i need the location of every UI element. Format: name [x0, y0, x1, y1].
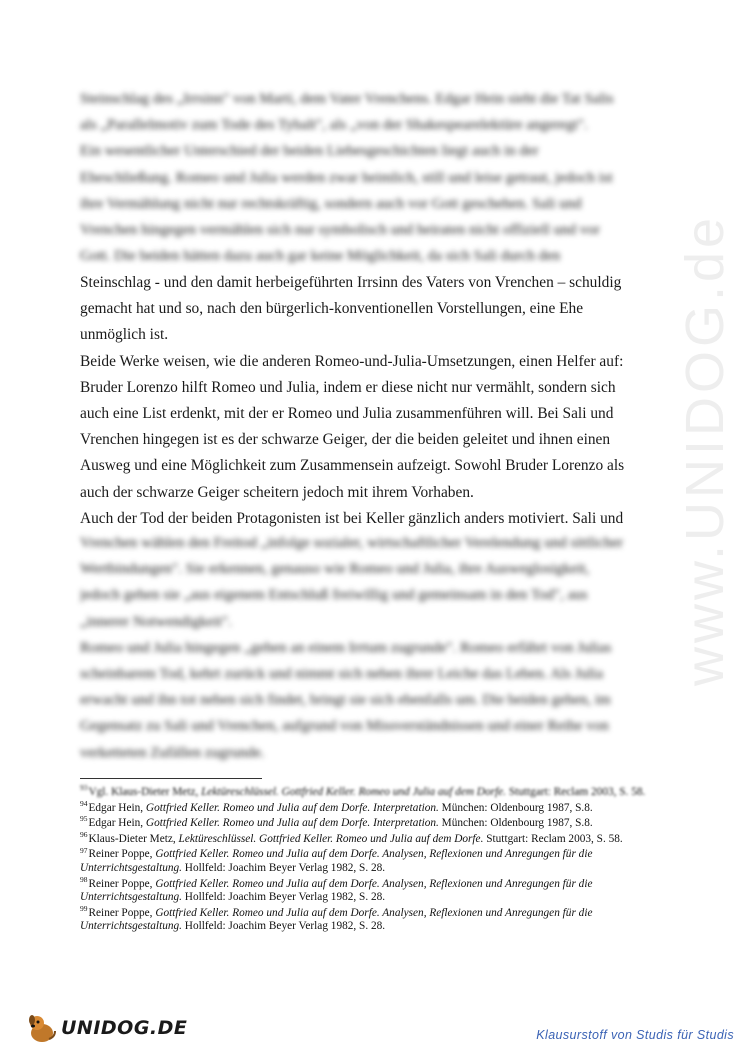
footnote-94 [80, 798, 650, 816]
text-line: Bruder Lorenzo hilft Romeo und Julia, indem er diese nicht nur vermählt, sondern sich [80, 378, 616, 396]
blurred-text-line: Ein wesentlicher Unterschied der beiden Liebesgeschichten liegt auch in der [80, 143, 539, 160]
footnote-93 [80, 783, 650, 800]
footnote-number: 95 [80, 814, 88, 824]
footnote-publication: Stuttgart: Reclam 2003, S. 58. [483, 832, 623, 845]
blurred-text-line: Wertbindungen". Sie erkennen, genauso wie Romeo und Julia, ihre Ausweglosigkeit, [80, 561, 590, 578]
footnote-number: 97 [80, 845, 88, 855]
footnote-author: Reiner Poppe, [88, 877, 156, 890]
blurred-paragraph-top [80, 86, 640, 269]
footnote-number: 94 [80, 798, 88, 808]
footnote-publication: München: Oldenbourg 1987, S.8. [438, 817, 593, 830]
footnote-separator [80, 778, 262, 779]
footnote-publication: Hollfeld: Joachim Beyer Verlag 1982, S. 28. [181, 920, 386, 933]
text-line: unmöglich ist. [80, 326, 169, 344]
footnote-number: 96 [80, 830, 88, 840]
footnote-title: Lektüreschlüssel. Gottfried Keller. Romeo und Julia auf dem Dorfe. [201, 786, 506, 798]
text-line: auch eine List erdenkt, mit der er Romeo und Julia zusammenführen will. Bei Sali und [80, 405, 614, 423]
footnotes [80, 783, 650, 936]
text-line: Ausweg und eine Möglichkeit zum Zusammensein aufzeigt. Sowohl Bruder Lorenzo als [80, 457, 625, 475]
footnote-publication: München: Oldenbourg 1987, S.8. [438, 801, 593, 814]
footnote-number: 99 [80, 903, 88, 913]
footnote-title: Gottfried Keller. Romeo und Julia auf dem Dorfe. Interpretation. [145, 817, 439, 830]
footnote-97 [80, 845, 650, 875]
blurred-text-line: als „Parallelmotiv zum Tode des Tybalt", als „von der Shakespearelektüre angeregt". [80, 117, 588, 134]
unidog-logo[interactable] [25, 1010, 187, 1046]
text-line: Beide Werke weisen, wie die anderen Romeo-und-Julia-Umsetzungen, einen Helfer auf: [80, 352, 624, 370]
footnote-98 [80, 874, 650, 905]
blurred-text-line: verketteten Zufällen zugrunde. [80, 744, 265, 761]
blurred-text-line: erwacht und ihn tot neben sich findet, bringt sie sich ebenfalls um. Die beiden gehen, im [80, 692, 611, 709]
footnote-author: Edgar Hein, [88, 801, 146, 814]
footnote-publication: Hollfeld: Joachim Beyer Verlag 1982, S. 28. [181, 891, 386, 904]
footnote-95 [80, 814, 650, 831]
footnote-96 [80, 830, 650, 847]
dog-mascot-icon [25, 1011, 59, 1045]
blurred-text-line: Eheschließung. Romeo und Julia werden zwar heimlich, still und leise getraut, jedoch ist [80, 169, 613, 186]
footnote-title: Gottfried Keller. Romeo und Julia auf dem Dorfe. Analysen, Reflexionen und Anregungen für die Unterrichtsgestaltung. [80, 848, 593, 874]
text-line: Vrenchen hingegen ist es der schwarze Geiger, der die beiden geleitet und ihnen einen [80, 431, 611, 449]
footnote-publication: Hollfeld: Joachim Beyer Verlag 1982, S. 28. [181, 861, 386, 874]
blurred-text-line: „innerer Notwendigkeit". [80, 613, 232, 630]
blurred-text-line: ihre Vermählung nicht nur rechtskräftig, sondern auch vor Gott geschehen. Sali und [80, 195, 582, 212]
footnote-title: Gottfried Keller. Romeo und Julia auf dem Dorfe. Analysen, Reflexionen und Anregungen für die Unterrichtsgestaltung. [80, 906, 593, 933]
footnote-author: Vgl. Klaus-Dieter Metz, [88, 786, 202, 798]
footnote-99 [80, 903, 650, 934]
blurred-text-line: Gott. Die beiden hätten dazu auch gar keine Möglichkeit, da sich Sali durch den [80, 248, 561, 265]
text-line: Auch der Tod der beiden Protagonisten ist bei Keller gänzlich anders motiviert. Sali und [80, 509, 624, 527]
footnote-title: Lektüreschlüssel. Gottfried Keller. Romeo und Julia auf dem Dorfe. [178, 832, 484, 845]
footnote-publication: Stuttgart: Reclam 2003, S. 58. [506, 786, 646, 798]
blurred-text-line: Gegensatz zu Sali und Vrenchen, aufgrund von Missverständnissen und einer Reihe von [80, 718, 609, 735]
blurred-paragraph-bottom [80, 530, 640, 766]
footnote-author: Klaus-Dieter Metz, [88, 832, 179, 845]
footnote-title: Gottfried Keller. Romeo und Julia auf dem Dorfe. Analysen, Reflexionen und Anregungen für die Unterrichtsgestaltung. [80, 877, 593, 904]
footnote-author: Reiner Poppe, [88, 848, 156, 861]
footer-slogan: Klausurstoff von Studis für Studis [536, 1028, 734, 1042]
footnote-title: Gottfried Keller. Romeo und Julia auf dem Dorfe. Interpretation. [145, 801, 439, 814]
footnote-author: Edgar Hein, [88, 817, 146, 830]
watermark: www.UNIDOG.de [675, 213, 735, 687]
footnote-author: Reiner Poppe, [88, 906, 156, 919]
blurred-text-line: Vrenchen wählen den Freitod „infolge sozialer, wirtschaftlicher Verelendung und sittlicher [80, 535, 624, 551]
logo-text: UNIDOG.DE [61, 1017, 188, 1039]
blurred-text-line: Vrenchen hingegen vermählen sich nur symbolisch und heiraten nicht offiziell und vor [80, 222, 600, 239]
blurred-text-line: jedoch gehen sie „aus eigenem Entschluß freiwillig und gemeinsam in den Tod", aus [80, 587, 588, 604]
text-line: auch der schwarze Geiger scheitern jedoch mit ihrem Vorhaben. [80, 483, 474, 501]
text-line: gemacht hat und so, nach den bürgerlich-konventionellen Vorstellungen, eine Ehe [80, 300, 584, 318]
footnote-number: 98 [80, 874, 88, 884]
blurred-text-line: Steinschlag des „Irrsinn" von Marti, dem Vater Vrenchens. Edgar Hein sieht die Tat Salis [80, 91, 614, 107]
visible-body-text [80, 270, 650, 532]
text-line: Steinschlag - und den damit herbeigeführten Irrsinn des Vaters von Vrenchen – schuldig [80, 274, 622, 291]
blurred-text-line: Romeo und Julia hingegen „gehen an einem Irrtum zugrunde". Romeo erfährt von Julias [80, 639, 612, 656]
footnote-number: 93 [80, 783, 88, 793]
blurred-text-line: scheinbarem Tod, kehrt zurück und nimmt sich neben ihrer Leiche das Leben. Als Julia [80, 666, 604, 683]
